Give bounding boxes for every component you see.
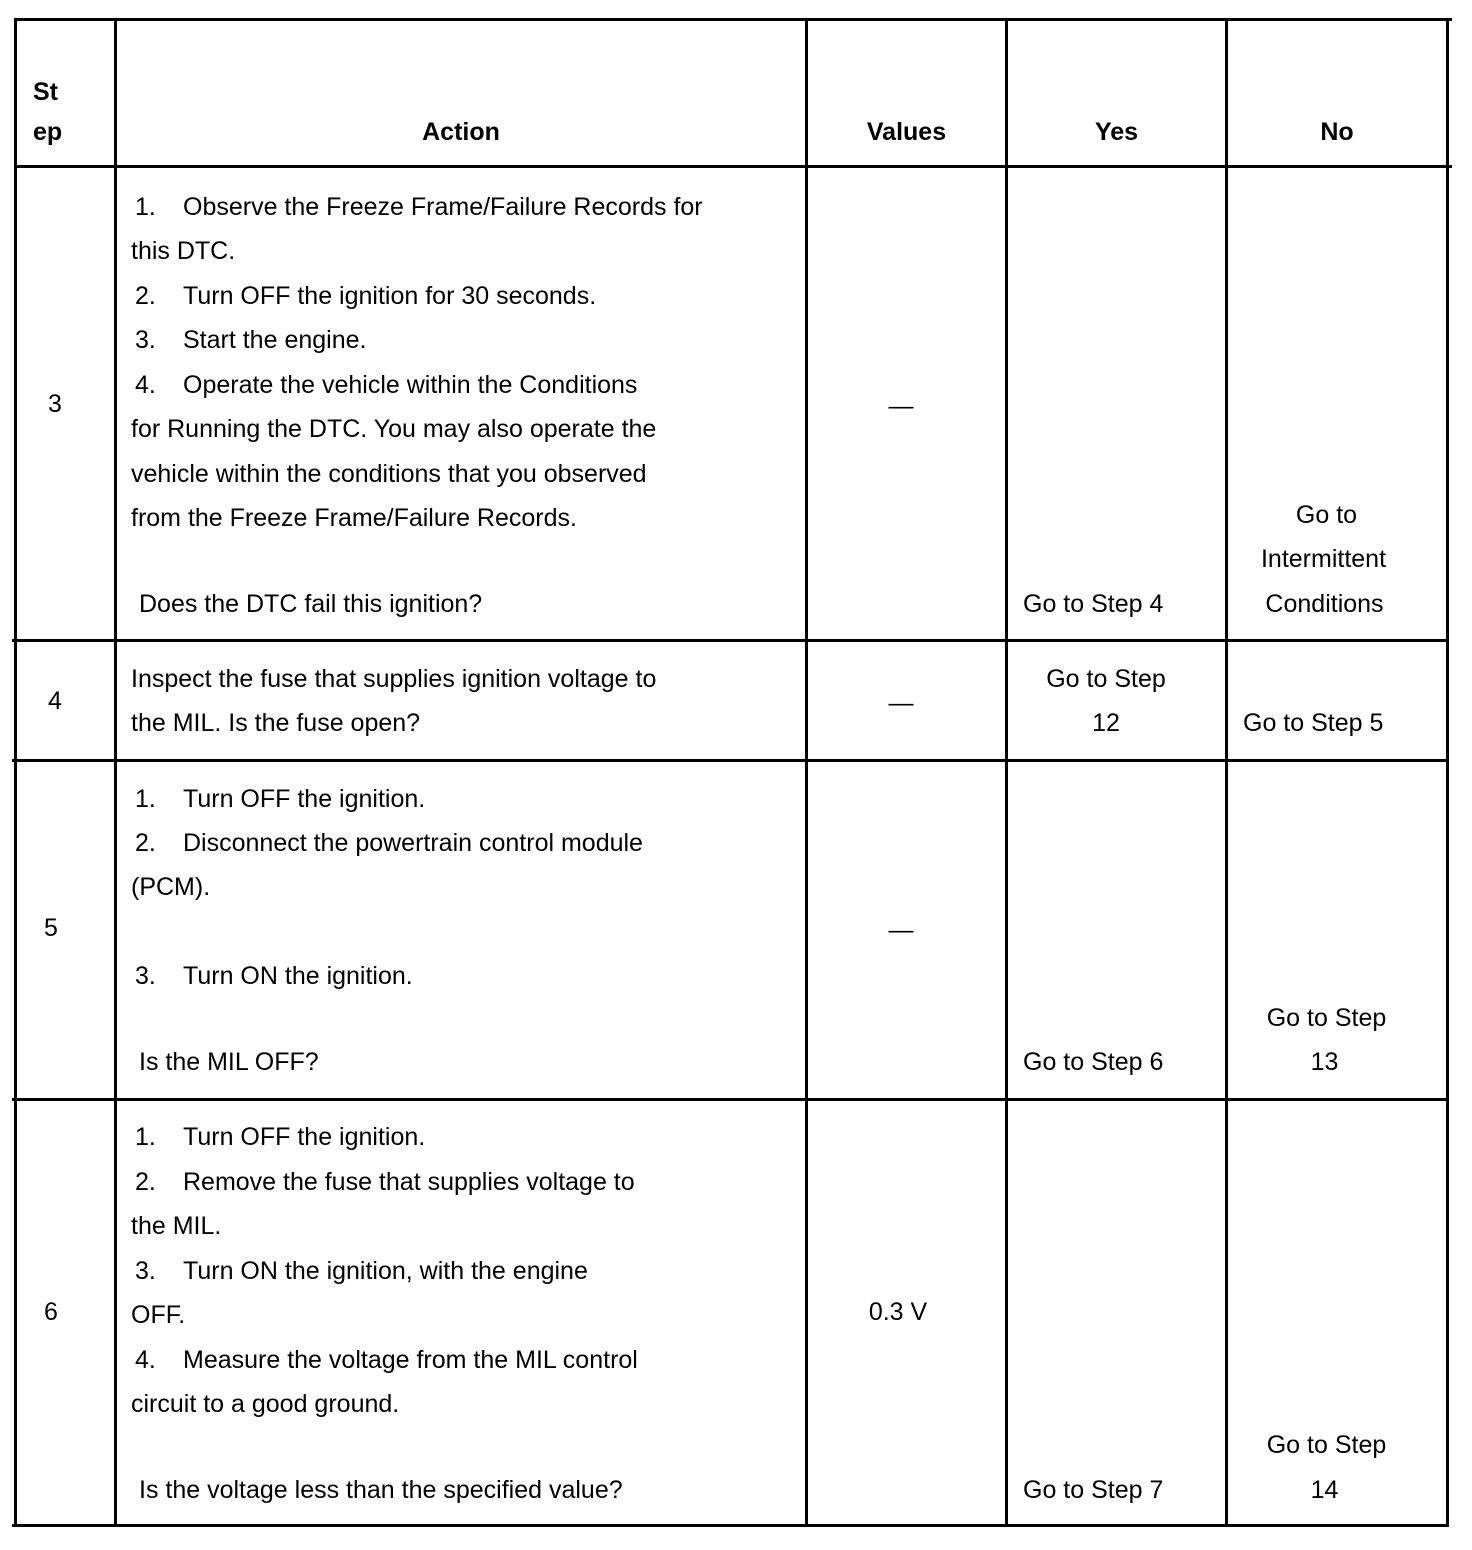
action-line-text: Turn ON the ignition, with the engine — [183, 1257, 588, 1285]
action-line: (PCM). — [131, 873, 211, 901]
action-line-number: 1. — [135, 193, 156, 221]
action-line-number: 4. — [135, 371, 156, 399]
action-line-number: 4. — [135, 1346, 156, 1374]
action-line-number: 3. — [135, 326, 156, 354]
action-line-text: Turn ON the ignition. — [183, 962, 413, 990]
action-line — [135, 1115, 425, 1160]
action-line-text: Operate the vehicle within the Conditions — [183, 371, 638, 399]
value-cell: — — [888, 916, 914, 944]
action-line: vehicle within the conditions that you observed — [131, 460, 647, 488]
action-line-text: Turn OFF the ignition. — [183, 785, 426, 813]
action-line: the MIL. — [131, 1212, 222, 1240]
action-line-text: Start the engine. — [183, 326, 367, 354]
action-line: this DTC. — [131, 237, 236, 265]
action-line-text: Disconnect the powertrain control module — [183, 829, 643, 857]
yes-cell: Go to Step 7 — [1023, 1476, 1164, 1504]
action-line: OFF. — [131, 1301, 186, 1329]
value-cell: — — [888, 689, 914, 717]
rule-left — [14, 18, 17, 1527]
action-line-number: 2. — [135, 1168, 156, 1196]
step-number: 3 — [48, 390, 62, 418]
no-cell: Go to Step 5 — [1243, 709, 1384, 737]
action-question: Is the voltage less than the specified value? — [139, 1476, 623, 1504]
rule-top — [15, 18, 1452, 21]
action-line: from the Freeze Frame/Failure Records. — [131, 504, 577, 532]
action-question: Does the DTC fail this ignition? — [139, 590, 483, 618]
yes-cell: Go to Step 6 — [1023, 1048, 1164, 1076]
action-line: for Running the DTC. You may also operate the — [131, 415, 657, 443]
no-cell-line2: Intermittent — [1260, 545, 1387, 573]
action-line-number: 3. — [135, 962, 156, 990]
action-line-text: Turn OFF the ignition for 30 seconds. — [183, 282, 597, 310]
action-line-number: 2. — [135, 829, 156, 857]
action-question: Is the MIL OFF? — [139, 1048, 319, 1076]
action-line-number: 1. — [135, 785, 156, 813]
action-line-text: Measure the voltage from the MIL control — [183, 1346, 638, 1374]
action-line-text: Turn OFF the ignition. — [183, 1123, 426, 1151]
action-line: Inspect the fuse that supplies ignition voltage to — [131, 665, 657, 693]
no-cell-line3: Conditions — [1265, 590, 1384, 618]
yes-cell-line1: Go to Step — [1046, 665, 1166, 693]
rule-row5-bottom — [12, 1098, 1449, 1101]
rule-right — [1446, 18, 1449, 1527]
action-line-number: 1. — [135, 1123, 156, 1151]
action-line — [135, 274, 596, 319]
rule-header-bottom — [15, 165, 1452, 168]
action-line-text: Observe the Freeze Frame/Failure Records for — [183, 193, 703, 221]
action-line — [135, 954, 413, 999]
header-values: Values — [866, 118, 947, 146]
step-number: 4 — [48, 687, 62, 715]
action-line: the MIL. Is the fuse open? — [131, 709, 421, 737]
action-line — [135, 1160, 635, 1205]
header-step-line1: St — [33, 78, 58, 106]
yes-cell-line2: 12 — [1092, 709, 1120, 737]
action-line: circuit to a good ground. — [131, 1390, 400, 1418]
rule-row3-bottom — [12, 639, 1449, 642]
no-cell-line1: Go to Step — [1266, 1004, 1387, 1032]
action-line — [135, 821, 643, 866]
step-number: 6 — [44, 1298, 58, 1326]
value-cell: — — [888, 392, 914, 420]
header-yes: Yes — [1094, 118, 1139, 146]
action-line-number: 2. — [135, 282, 156, 310]
no-cell-line2: 14 — [1310, 1476, 1339, 1504]
action-line-number: 3. — [135, 1257, 156, 1285]
rule-bottom — [12, 1524, 1449, 1527]
no-cell-line1: Go to — [1295, 501, 1358, 529]
action-line — [135, 1249, 588, 1294]
header-step-line2: ep — [33, 118, 63, 146]
action-line — [135, 1338, 638, 1383]
header-no: No — [1320, 118, 1354, 146]
rule-yes-no — [1225, 18, 1228, 1527]
step-number: 5 — [44, 914, 58, 942]
rule-row4-bottom — [12, 759, 1449, 762]
header-action: Action — [422, 118, 500, 146]
action-line — [135, 185, 703, 230]
value-cell: 0.3 V — [868, 1298, 928, 1326]
rule-values-yes — [1005, 18, 1008, 1527]
yes-cell: Go to Step 4 — [1023, 590, 1164, 618]
action-line — [135, 363, 637, 408]
action-line — [135, 777, 425, 822]
action-line-text: Remove the fuse that supplies voltage to — [183, 1168, 635, 1196]
no-cell-line1: Go to Step — [1266, 1431, 1387, 1459]
no-cell-line2: 13 — [1310, 1048, 1339, 1076]
rule-step-action — [114, 18, 117, 1527]
action-line — [135, 318, 366, 363]
